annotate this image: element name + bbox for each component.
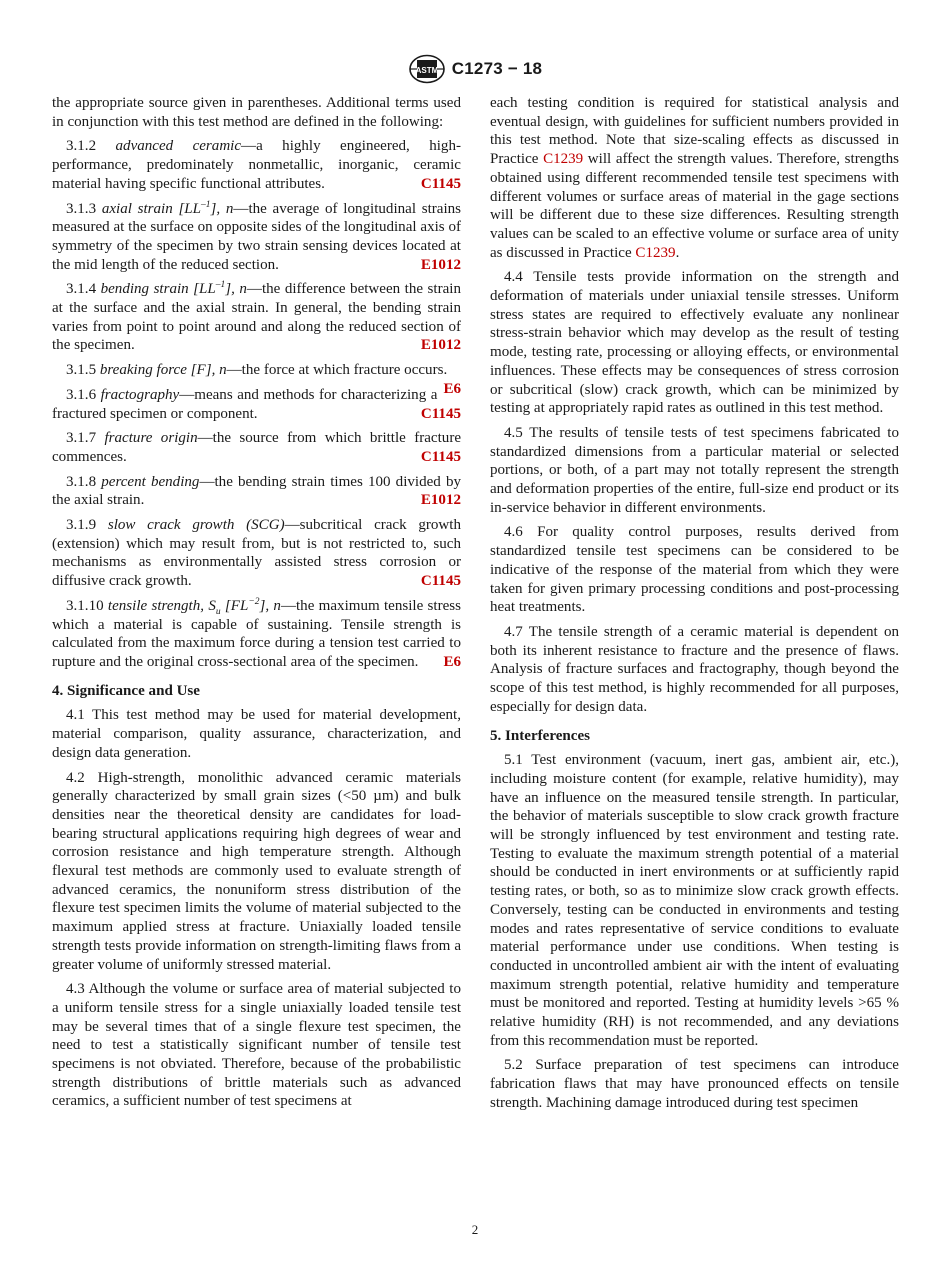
definition-3-1-4: 3.1.4 bending strain $[LL^{-1}]$, n—the difference between the strain at the surface and the axial strain. In general, the bending strain varies from point to point around and along the reduced section of the specimen. E1012 — [52, 280, 461, 354]
document-designation: C1273 − 18 — [451, 59, 543, 78]
paragraph-4-7: 4.7 The tensile strength of a ceramic material is dependent on both its inherent resistance to fracture and the presence of flaws. Analysis of fracture surfaces and fractography, though beyond the scope of this test method, is highly recommended for all purposes, especially for design data. — [490, 623, 899, 715]
definition-3-1-10: 3.1.10 tensile strength, $S_u$ $[FL^{-2}]$, n—the maximum tensile stress which a material is capable of sustaining. Tensile strength is calculated from the maximum force during a tension test carried to rupture and the original cross-sectional area of the specimen. E6 — [52, 596, 461, 670]
paragraph-4-1: 4.1 This test method may be used for material development, material comparison, quality assurance, characterization, and design data generation. — [52, 707, 461, 761]
paragraph-5-1: 5.1 Test environment (vacuum, inert gas, ambient air, etc.), including moisture content (for example, relative humidity), may have an influence on the measured tensile strength. In particular, the behavior of materials susceptible to slow crack growth fracture will be strongly influenced by test environment and testing rate. Testing to evaluate the maximum strength potential of a material should be conducted in inert environments or at sufficiently rapid testing rates, or both, so as to minimize slow crack growth effects. Conversely, testing can be conducted in environments and testing modes and rates representative of service conditions to evaluate material performance under use conditions. When testing is conducted in uncontrolled ambient air with the intent of evaluating maximum strength potential, relative humidity and temperature must be monitored and reported. Testing at humidity levels >65 % relative humidity (RH) is not recommended, and any deviations from this recommendation must be reported. — [490, 752, 899, 1049]
practice-link[interactable]: C1239 — [635, 244, 676, 261]
definition-3-1-5: 3.1.5 breaking force [F], n—the force at which fracture occurs. E6 — [66, 362, 461, 397]
definition-3-1-3: 3.1.3 axial strain $[LL^{-1}]$, n—the average of longitudinal strains measured at the surface on opposite sides of the longitudinal axis of symmetry of the specimen by two strain sensing devices located at the mid length of the reduced section. E1012 — [52, 199, 461, 273]
section-4-heading: 4. Significance and Use — [52, 682, 200, 699]
page-header — [0, 52, 950, 86]
reference-link[interactable]: E6 — [443, 380, 461, 397]
astm-logo-icon — [408, 54, 446, 84]
paragraph-4-6: 4.6 For quality control purposes, results derived from standardized tensile test specimens can be considered to be indicative of the response of the material from which they were taken for given primary processing conditions and post-processing heat treatments. — [490, 524, 899, 616]
reference-link[interactable]: E1012 — [420, 256, 461, 273]
page-number: 2 — [471, 1222, 479, 1237]
paragraph-4-4: 4.4 Tensile tests provide information on the strength and deformation of materials under uniaxial tensile stresses. Uniform stress states are required to effectively evaluate any nonlinear stress-strain behavior which may develop as the result of testing mode, testing rate, processing or alloying effects, or environmental influences. These effects may be consequences of stress corrosion or subcritical (slow) crack growth, which can be minimized by testing at appropriately rapid rates as outlined in this test method. — [490, 269, 899, 417]
reference-link[interactable]: C1145 — [420, 405, 461, 422]
reference-link[interactable]: E1012 — [420, 492, 461, 509]
intro-paragraph: the appropriate source given in parentheses. Additional terms used in conjunction with this test method are defined in the following: — [52, 95, 461, 130]
paragraph-4-5: 4.5 The results of tensile tests of test specimens fabricated to standardized dimensions from a particular material or selected portions, or both, of a part may not totally represent the strength and deformation properties of the entire, full-size end product or its in-service behavior in different environments. — [490, 424, 899, 516]
reference-link[interactable]: C1145 — [420, 175, 461, 192]
reference-link[interactable]: C1145 — [420, 448, 461, 465]
section-5-heading: 5. Interferences — [490, 727, 590, 744]
definition-3-1-8: 3.1.8 percent bending—the bending strain times 100 divided by the axial strain. E1012 — [52, 473, 461, 509]
reference-link[interactable]: E1012 — [420, 337, 461, 354]
definition-3-1-2: 3.1.2 advanced ceramic—a highly engineered, high-performance, predominately nonmetallic, inorganic, ceramic material having specific functional attributes. C1145 — [52, 138, 461, 192]
paragraph-5-2: 5.2 Surface preparation of test specimens can introduce fabrication flaws that may have pronounced effects on tensile strength. Machining damage introduced during test specimen — [490, 1057, 899, 1111]
paragraph-4-3-continued: each testing condition is required for statistical analysis and eventual design, with guidelines for sufficient numbers provided in this test method. Note that size-scaling effects as discussed in Practice C1239 will affect the strength values. Therefore, strengths obtained using different recommended tensile test specimens with different volumes or surface areas of material in the gage sections will be different due to these size differences. Resulting strength values can be scaled to an effective volume or surface area of unity as discussed in Practice C1239. — [490, 95, 899, 261]
definition-3-1-6: 3.1.6 fractography—means and methods for characterizing a fractured specimen or component. C1145 — [52, 386, 461, 422]
right-column — [490, 94, 899, 1119]
paragraph-4-2: 4.2 High-strength, monolithic advanced ceramic materials generally characterized by small grain sizes (<50 µm) and bulk densities near the theoretical density are candidates for load-bearing structural applications requiring high degrees of wear and corrosion resistance and high temperature strength. Although flexural test methods are commonly used to evaluate strength of advanced ceramics, the nonuniform stress distribution of the flexure test specimen limits the volume of material subjected to the maximum applied stress at fracture. Uniaxially loaded tensile strength tests provide information on strength-limiting flaws from a greater volume of uniformly stressed material. — [52, 769, 461, 973]
definition-3-1-7: 3.1.7 fracture origin—the source from which brittle fracture commences. C1145 — [52, 430, 462, 465]
reference-link[interactable]: C1145 — [420, 573, 461, 590]
definition-3-1-9: 3.1.9 slow crack growth (SCG)—subcritical crack growth (extension) which may result from, but is not restricted to, such mechanisms as environmentally assisted stress corrosion or diffusive crack growth. C1145 — [52, 517, 462, 590]
left-column — [52, 94, 461, 1117]
paragraph-4-3: 4.3 Although the volume or surface area of material subjected to a uniform tensile stress for a single uniaxially loaded tensile test may be several times that of a single flexure test specimen, the need to test a statistically significant number of tensile test specimens is not obviated. Therefore, because of the probabilistic strength distributions of brittle materials such as advanced ceramics, a sufficient number of test specimens at — [52, 981, 461, 1110]
svg-text:ASTM: ASTM — [415, 66, 439, 75]
reference-link[interactable]: E6 — [443, 653, 461, 670]
practice-link[interactable]: C1239 — [543, 151, 584, 168]
